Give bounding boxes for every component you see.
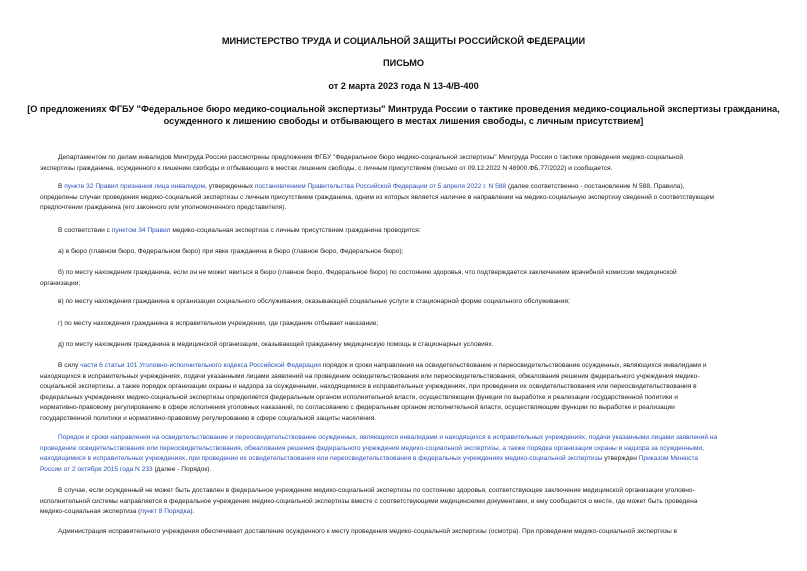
text: (далее соответственно - постановление N 588, Правила), (506, 183, 685, 190)
text-line: нормативно-правовому регулированию в сфере исполнения уголовных наказаний, по согласованию с федеральным органом исполнительной власти, осуществляющим функции по выработке и реализации (40, 404, 675, 412)
text-line: федеральных учреждениях медико-социальной экспертизы определяется федеральным органом исполнительной власти, осуществляющим функции по выработке и реализации государственной политики и (40, 393, 678, 401)
link-resolution-588[interactable]: постановлением Правительства Российской Федерации от 5 апреля 2022 г. N 588 (254, 183, 507, 190)
paragraph-1 (40, 153, 767, 174)
text: В силу (58, 362, 81, 369)
text-line: Администрация исправительного учреждения обеспечивает доставление осужденного к месту проведения медико-социальной экспертизы (осмотра). При проведении медико-социальной экспертизы в (58, 528, 678, 535)
text-line: Порядок и сроки направления на освидетельствование и переосвидетельствование осужденных, являющихся инвалидами и находящихся в исправительных учреждениях, подачи указанными лицами заявлений на (58, 434, 718, 441)
link-criminal-code-art-101[interactable]: части 6 статьи 101 Уголовно-исполнительного кодекса Российской Федерации (80, 362, 321, 369)
link-procedure-item-8[interactable]: пункт 8 Порядка (140, 508, 191, 516)
document-title (20, 103, 787, 127)
paragraph-5 (40, 268, 767, 289)
paragraph-10 (40, 433, 767, 475)
document-type: ПИСЬМО (382, 58, 425, 68)
text: , утвержденных (205, 183, 255, 190)
text-line: организации; (40, 279, 81, 287)
document-date-number: от 2 марта 2023 года N 13-4/В-400 (328, 81, 479, 91)
paragraph-12 (40, 527, 767, 538)
paragraph-11 (40, 486, 767, 518)
paragraph-2 (40, 182, 767, 214)
text-line: д) по месту нахождения гражданина в медицинской организации, оказывающей гражданину медицинскую помощь в стационарных условиях. (58, 341, 494, 348)
ministry-heading: МИНИСТЕРСТВО ТРУДА И СОЦИАЛЬНОЙ ЗАЩИТЫ РОССИЙСКОЙ ФЕДЕРАЦИИ (221, 36, 586, 46)
link-rules-item-32[interactable]: пункте 32 Правил признания лица инвалидом (64, 183, 206, 190)
text: порядок и сроки направления на освидетельствование и переосвидетельствование осужденных, являющихся инвалидами и (320, 362, 707, 369)
text-line: проведение освидетельствования или переосвидетельствования, обжалования решения федерального учреждения медико-социальной экспертизы, а также порядка организации охраны и надзора за осужденными, (40, 444, 704, 452)
text: утвержден (602, 455, 639, 463)
link-minjust-order-date[interactable]: России от 2 октября 2015 года N 233 (40, 465, 153, 473)
paragraph-8 (40, 340, 767, 351)
paragraph-9 (40, 361, 767, 425)
paragraph-4 (40, 247, 767, 258)
text-line: б) по месту нахождения гражданина, если он не может явиться в бюро (главное бюро, Федеральное бюро) по состоянию здоровья, что подтверждается заключением врачебной комиссии медицинской (58, 269, 677, 276)
text-line: находящихся в исправительных учреждениях, подачи указанными лицами заявлений на проведение освидетельствования или переосвидетельствования, обжалования решения федерального учреждения медико- (40, 372, 700, 380)
text-line: государственной политики и нормативно-правовому регулированию в сфере социальной защиты населения. (40, 414, 376, 422)
text: медико-социальная экспертиза с личным присутствием гражданина проводится: (170, 227, 421, 234)
text: ). (190, 508, 195, 516)
document-title-line: осужденного к лишению свободы и отбывающего в местах лишения свободы, с личным присутствием] (163, 116, 644, 126)
text-line: в) по месту нахождения гражданина в организации социального обслуживания, оказывающей социальные услуги в стационарной форме социального обслуживания; (58, 298, 570, 305)
paragraph-6 (40, 297, 767, 308)
text-line: а) в бюро (главном бюро, Федеральном бюро) при явке гражданина в бюро (главное бюро, Федеральное бюро); (58, 248, 404, 255)
text-line: г) по месту нахождения гражданина в исправительном учреждении, где гражданин отбывает наказание; (58, 320, 379, 327)
text: В (58, 183, 65, 190)
text-line: социальной экспертизы, а также порядок организации охраны и надзора за осужденными, находящимися в исправительных учреждениях, при проведении их освидетельствования или переосвидетельствования в (40, 383, 697, 391)
link-rules-item-34[interactable]: пунктом 34 Правил (111, 227, 171, 234)
text-line: определены случаи проведения медико-социальной экспертизы с личным присутствием гражданина, одним из которых является наличие в направлении на медико-социальную экспертизу сведений о соответствующем (40, 193, 714, 201)
text-line: предпочтении гражданина (его законного или уполномоченного представителя). (40, 204, 287, 212)
text: В соответствии с (58, 227, 112, 234)
document-title-line: [О предложениях ФГБУ "Федеральное бюро медико-социальной экспертизы" Минтруда России о тактике проведения медико-социальной экспертизы гражданина, (27, 104, 780, 114)
paragraph-7 (40, 319, 767, 330)
text-line: исполнительной системы направляется в федеральное учреждение медико-социальной экспертизы вместе с соответствующими медицинскими документами, и ему сообщается о месте, где может быть проведена (40, 497, 698, 505)
link-minjust-order[interactable]: Приказом Минюста (638, 455, 699, 463)
paragraph-3 (40, 226, 767, 237)
text: медико-социальная экспертиза ( (40, 508, 141, 516)
text-line: экспертизы гражданина, осужденного к лишению свободы и отбывающего в местах лишения свободы, с личным присутствием (письмо от 09.12.2022 N 48900.ФБ.77/2022) и сообщается. (40, 164, 613, 172)
text-line: Департаментом по делам инвалидов Минтруда России рассмотрены предложения ФГБУ "Федеральное бюро медико-социальной экспертизы" Минтруда России о тактике проведения медико-социальной (58, 154, 684, 161)
text: (далее - Порядок). (152, 465, 212, 473)
text-line: В случае, если осужденный не может быть доставлен в федеральное учреждение медико-социальной экспертизы по состоянию здоровья, соответствующее заключение медицинской организации уголовно- (58, 487, 695, 494)
text: находящимися в исправительных учреждениях, при проведении их освидетельствования или переосвидетельствования в федеральных учреждениях медико-социальной экспертизы (40, 455, 603, 463)
